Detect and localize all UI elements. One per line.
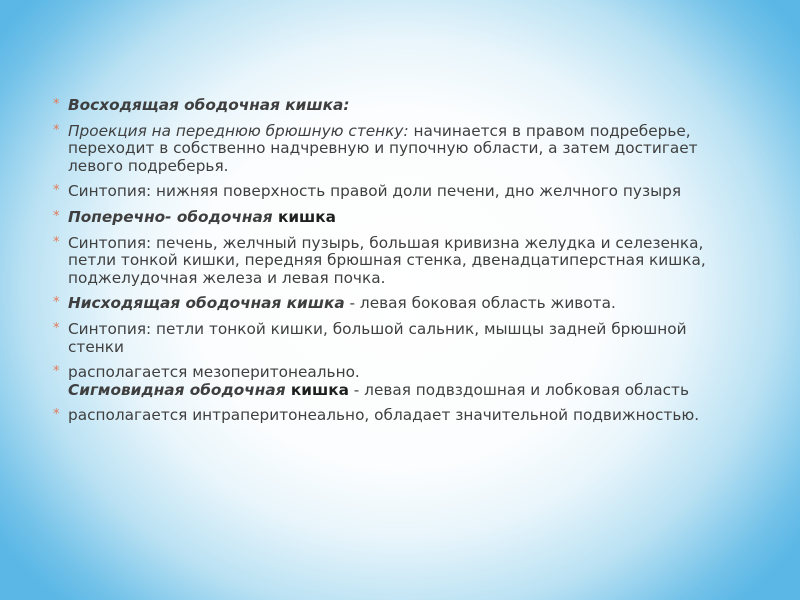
section-title-descending-colon: Нисходящая ободочная кишка [68, 294, 345, 313]
bullet-icon: * [53, 234, 60, 250]
bullet-icon: * [53, 122, 60, 138]
section-title-suffix: кишка [285, 380, 349, 399]
section-title-transverse-colon: Поперечно- ободочная [68, 207, 273, 226]
bullet-item [52, 235, 742, 288]
peritoneal-position-text: располагается мезоперитонеально. [68, 363, 360, 382]
syntopy-text: Синтопия: нижняя поверхность правой доли печени, дно желчного пузыря [68, 182, 682, 201]
location-text: - левая подвздошная и лобковая область [348, 380, 689, 399]
peritoneal-position-text: располагается интраперитонеально, обладает значительной подвижностью. [68, 406, 700, 425]
syntopy-text: Синтопия: печень, желчный пузырь, большая кривизна желудка и селезенка, петли тонкой кишки, передняя брюшная стенка, двенадцатиперстная кишка, поджелудочная железа и левая почка. [68, 233, 706, 287]
bullet-item [52, 183, 742, 201]
section-title-suffix: кишка [272, 207, 337, 226]
bullet-icon: * [53, 320, 60, 336]
bullet-item [52, 364, 742, 399]
location-text: - левая боковая область живота. [344, 294, 616, 313]
section-title-sigmoid-colon: Сигмовидная ободочная [68, 380, 286, 399]
projection-text: начинается в правом подреберье, переходит в собственно надчревную и пупочную области, а затем достигает левого подреберья. [68, 121, 698, 175]
bullet-item [52, 97, 742, 115]
syntopy-text: Синтопия: петли тонкой кишки, большой сальник, мышцы задней брюшной стенки [68, 319, 687, 356]
bullet-icon: * [53, 407, 60, 423]
bullet-item [52, 123, 742, 176]
bullet-icon: * [53, 183, 60, 199]
bullet-icon: * [53, 208, 60, 224]
projection-label: Проекция на переднюю брюшную стенку: [68, 121, 409, 140]
bullet-icon: * [53, 364, 60, 380]
bullet-item [52, 209, 742, 227]
bullet-item [52, 407, 742, 425]
bullet-item [52, 295, 742, 313]
section-title-ascending-colon: Восходящая ободочная кишка: [68, 96, 350, 114]
bullet-icon: * [53, 295, 60, 311]
bullet-icon: * [53, 97, 60, 112]
bullet-item [52, 321, 742, 356]
slide-body [52, 97, 742, 433]
